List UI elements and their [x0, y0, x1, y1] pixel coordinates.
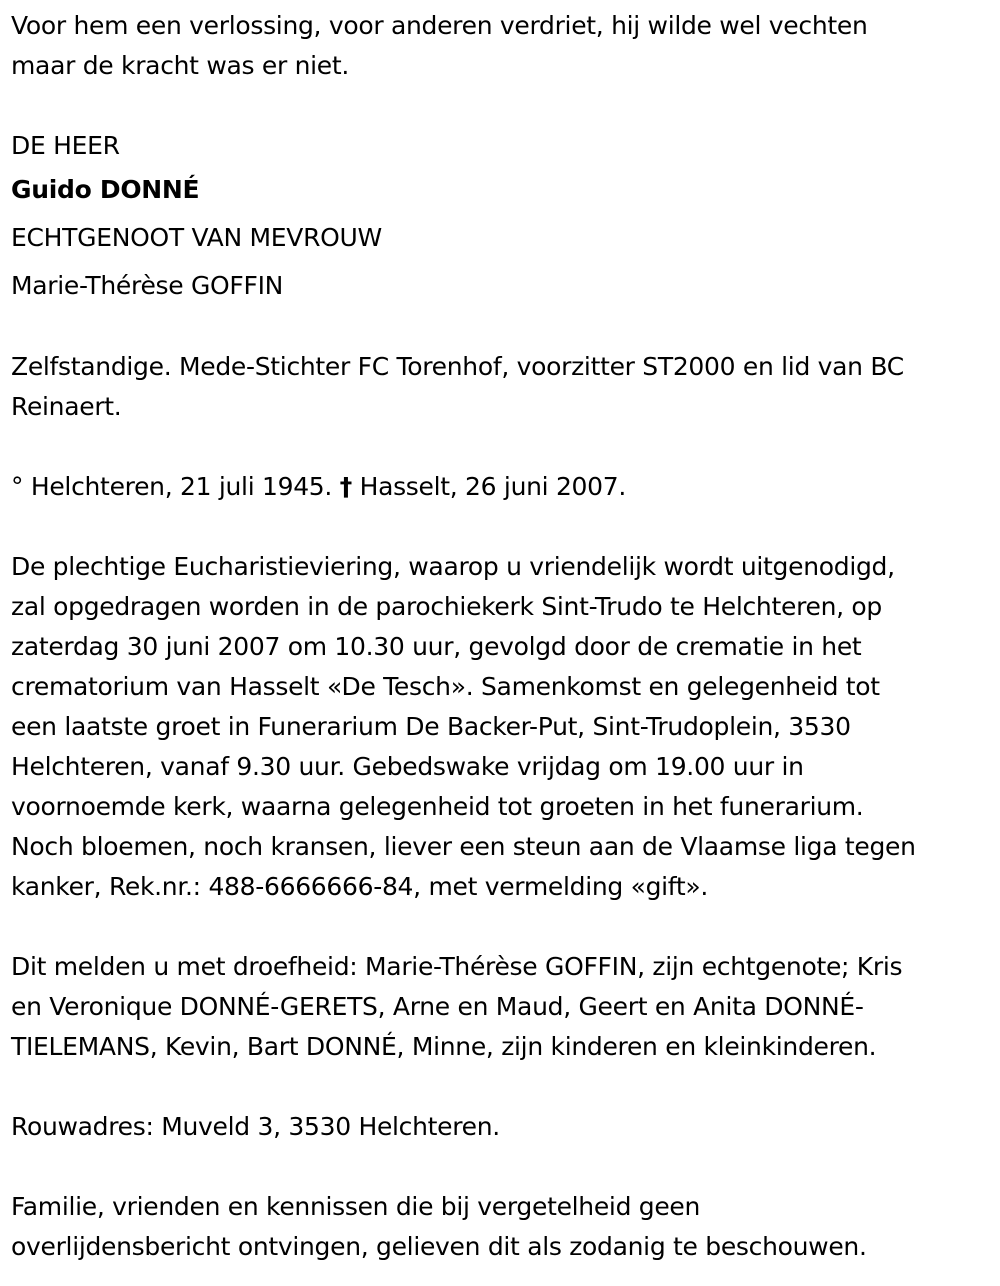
motto-line: Voor hem een verlossing, voor anderen verdriet, hij wilde wel vechten	[11, 11, 868, 40]
deceased-block	[11, 126, 995, 310]
announcers-line: en Veronique DONNÉ-GERETS, Arne en Maud, Geert en Anita DONNÉ-	[11, 992, 864, 1021]
announcers-line: TIELEMANS, Kevin, Bart DONNÉ, Minne, zijn kinderen en kleinkinderen.	[11, 1032, 877, 1061]
dates-paragraph	[11, 467, 995, 507]
life-dates	[11, 467, 995, 507]
ceremony-line: zal opgedragen worden in de parochiekerk Sint-Trudo te Helchteren, op	[11, 592, 882, 621]
relation-label: ECHTGENOOT VAN MEVROUW	[11, 223, 382, 252]
ceremony-line: Helchteren, vanaf 9.30 uur. Gebedswake vrijdag om 19.00 uur in	[11, 752, 804, 781]
ceremony-line: voornoemde kerk, waarna gelegenheid tot groeten in het funerarium.	[11, 792, 864, 821]
obituary-document	[11, 6, 995, 1267]
birth-date: ° Helchteren, 21 juli 1945.	[11, 472, 333, 501]
ceremony-line: De plechtige Eucharistieviering, waarop u vriendelijk wordt uitgenodigd,	[11, 552, 895, 581]
motto-paragraph	[11, 6, 995, 86]
announcers-paragraph	[11, 947, 995, 1067]
mourning-address: Rouwadres: Muveld 3, 3530 Helchteren.	[11, 1112, 500, 1141]
occupation-line: Reinaert.	[11, 392, 122, 421]
notice-line: Familie, vrienden en kennissen die bij vergetelheid geen	[11, 1192, 701, 1221]
ceremony-line: crematorium van Hasselt «De Tesch». Samenkomst en gelegenheid tot	[11, 672, 880, 701]
occupation-line: Zelfstandige. Mede-Stichter FC Torenhof, voorzitter ST2000 en lid van BC	[11, 352, 904, 381]
ceremony-line: Noch bloemen, noch kransen, liever een steun aan de Vlaamse liga tegen	[11, 832, 916, 861]
notice-paragraph	[11, 1187, 995, 1267]
spouse-name: Marie-Thérèse GOFFIN	[11, 271, 284, 300]
address-paragraph	[11, 1107, 995, 1147]
notice-line: overlijdensbericht ontvingen, gelieven dit als zodanig te beschouwen.	[11, 1232, 867, 1261]
occupation-paragraph	[11, 347, 995, 427]
death-date: Hasselt, 26 juni 2007.	[351, 472, 627, 501]
ceremony-line: kanker, Rek.nr.: 488-6666666-84, met vermelding «gift».	[11, 872, 709, 901]
announcers-line: Dit melden u met droefheid: Marie-Thérèse GOFFIN, zijn echtgenote; Kris	[11, 952, 903, 981]
ceremony-line: een laatste groet in Funerarium De Backer-Put, Sint-Trudoplein, 3530	[11, 712, 851, 741]
cross-icon: †	[339, 472, 352, 501]
deceased-name: Guido DONNÉ	[11, 175, 200, 204]
motto-line: maar de kracht was er niet.	[11, 51, 349, 80]
ceremony-line: zaterdag 30 juni 2007 om 10.30 uur, gevolgd door de crematie in het	[11, 632, 862, 661]
honorific: DE HEER	[11, 131, 120, 160]
ceremony-paragraph	[11, 547, 995, 907]
